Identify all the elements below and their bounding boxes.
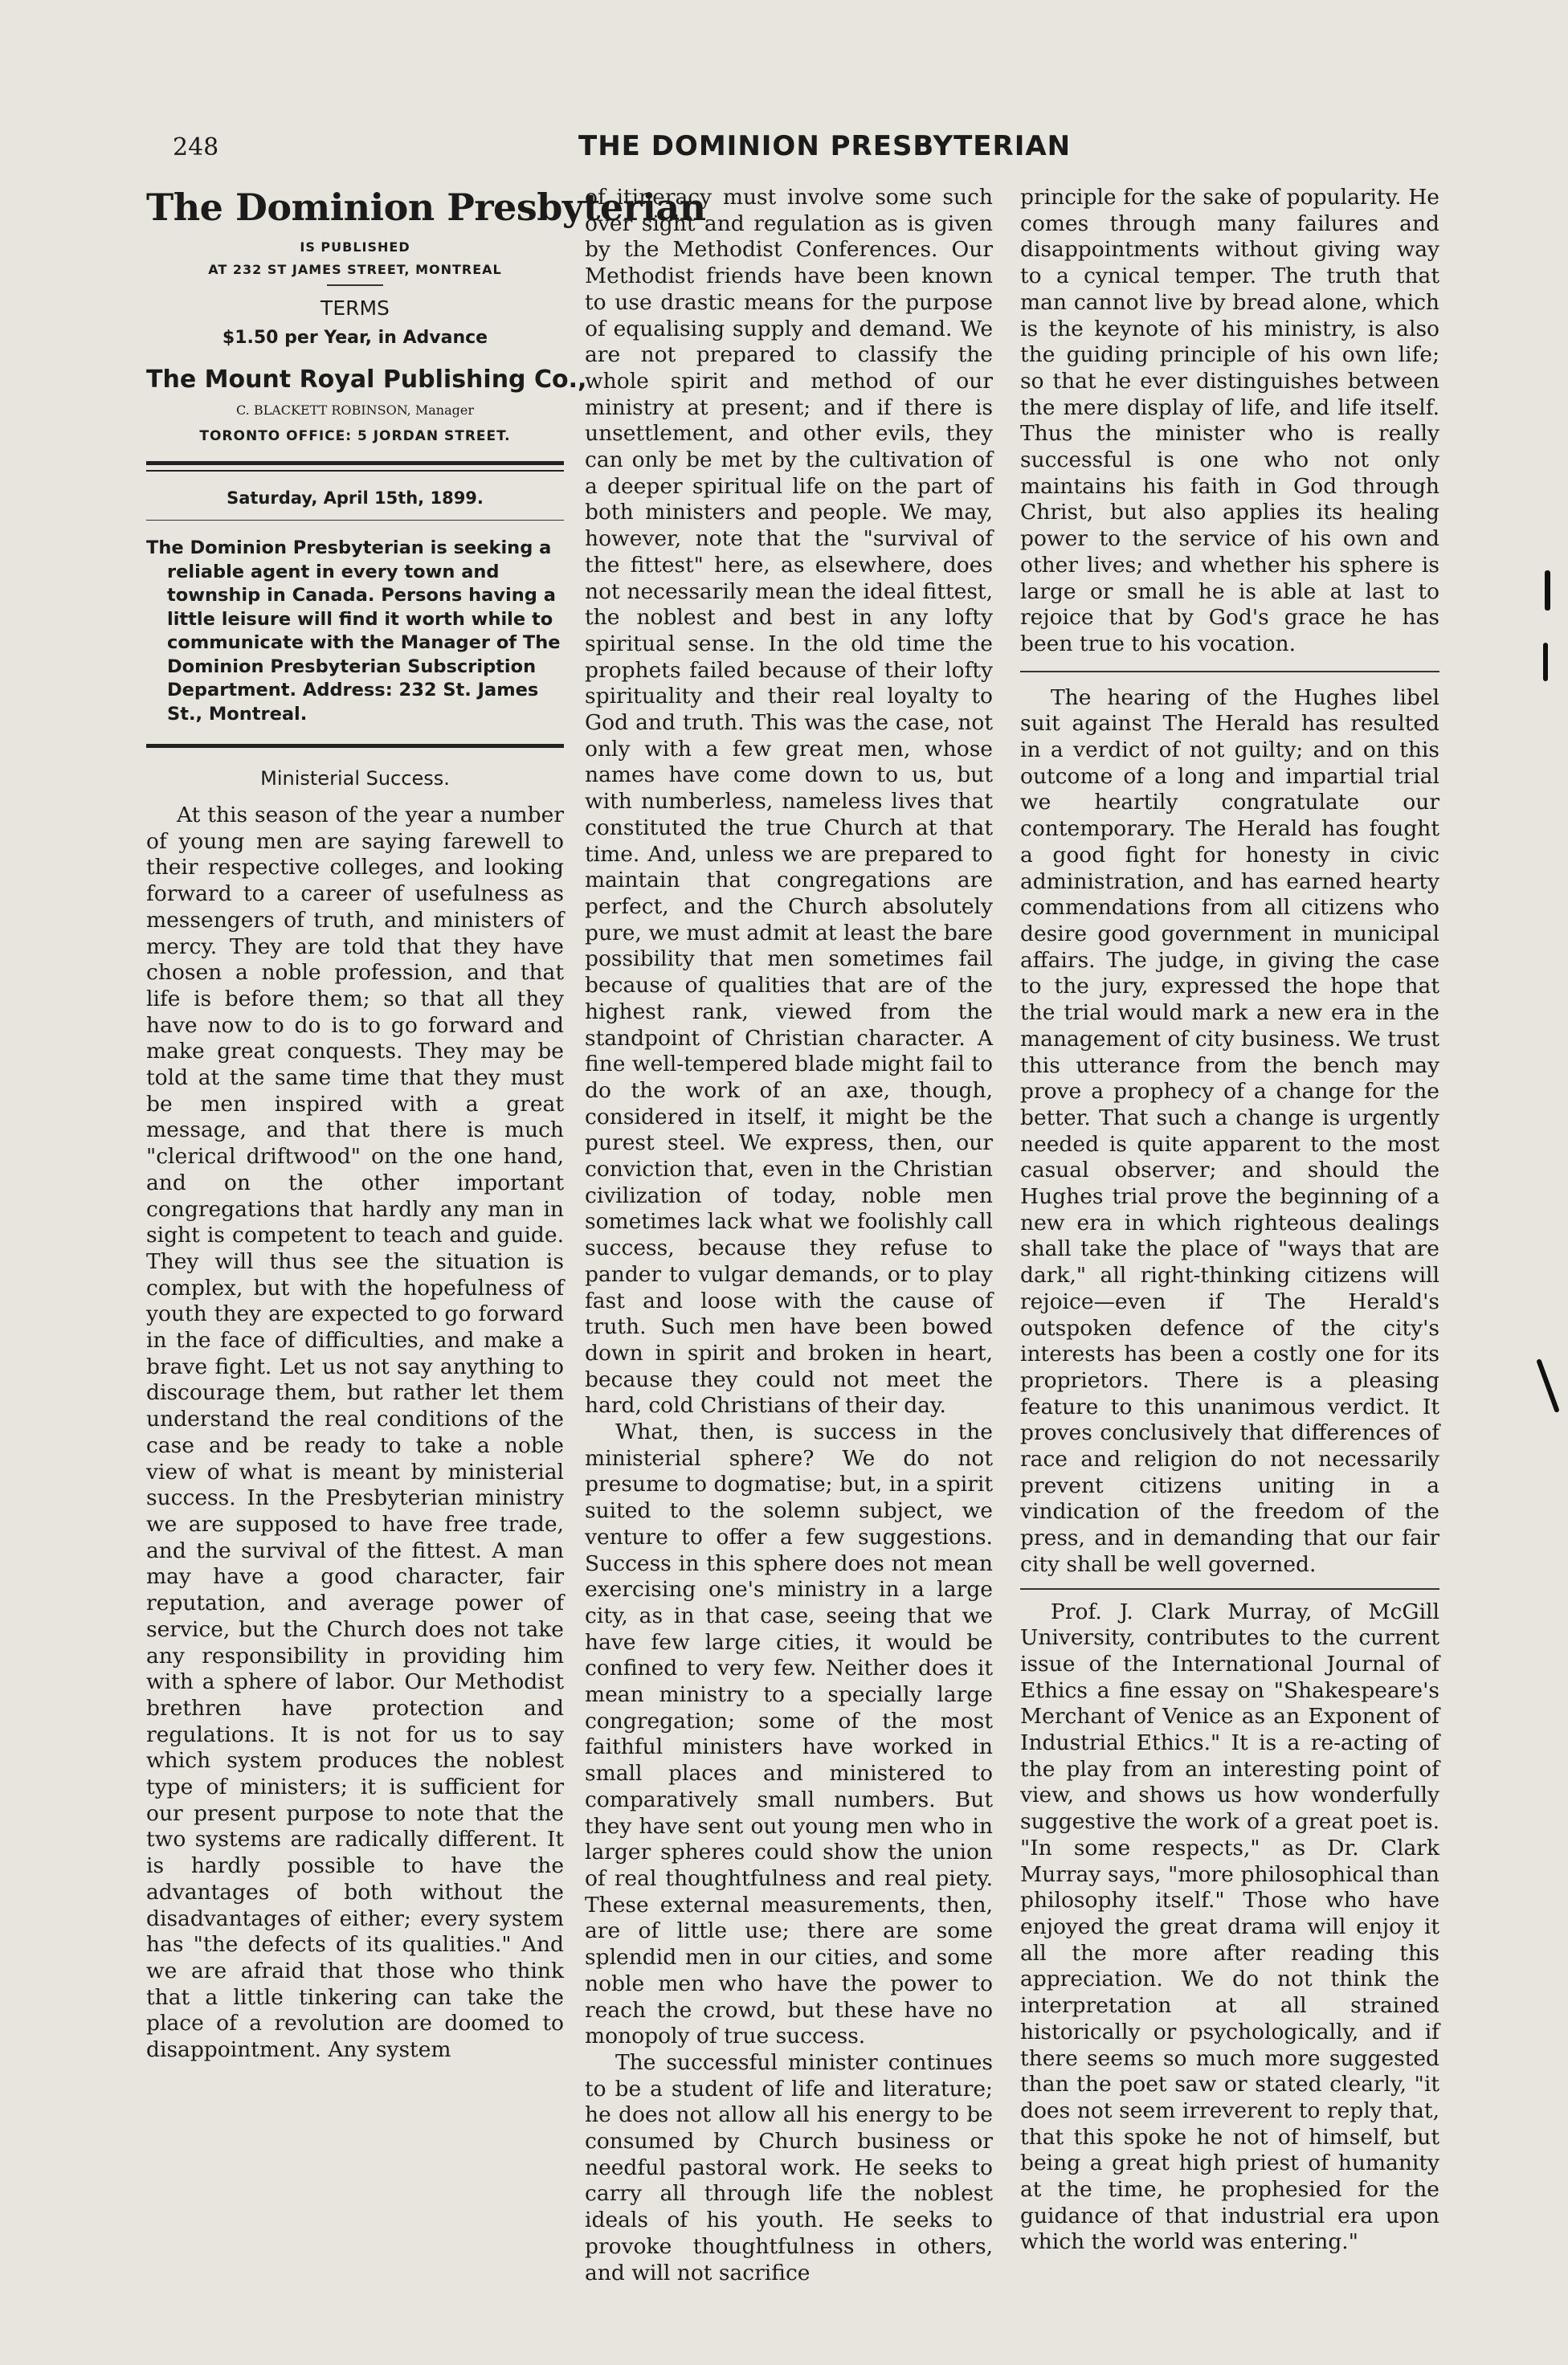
scan-mark [1543, 643, 1548, 681]
article-paragraph: At this season of the year a number of young men are saying farewell to their respective colleges, and looking forward to a career of usefulness as messengers of truth, and ministers of mercy. They are told that they have chosen a noble profession, and that life is before them; so that all they have now to do is to go forward and make great conquests. They may be told at the same time that they must be men inspired with a great message, and that there is much "clerical driftwood" on the one hand, and on the other important congregations that hardly any man in sight is competent to teach and guide. They will thus see the situation is complex, but with the hopefulness of youth they are expected to go forward in the face of difficulties, and make a brave fight. Let us not say anything to discourage them, but rather let them understand the real conditions of the case and be ready to take a noble view of what is meant by ministerial success. In the Presbyterian ministry we are supposed to have free trade, and the survival of the fittest. A man may have a good character, fair reputation, and average power of service, but the Church does not take any responsibility in providing him with a sphere of labor. Our Methodist brethren have protection and regulations. It is not for us to say which system produces the noblest type of ministers; it is sufficient for our present purpose to note that the two systems are radically different. It is hardly possible to have the advantages of both without the disadvantages of either; every system has "the defects of its qualities." And we are afraid that those who think that a little tinkering can take the place of a revolution are doomed to disappointment. Any system [146, 803, 564, 2063]
column-2 [585, 185, 993, 2286]
divider [327, 284, 383, 286]
divider [1020, 1588, 1439, 1590]
toronto-office: TORONTO OFFICE: 5 JORDAN STREET. [199, 428, 511, 444]
murray-article: Prof. J. Clark Murray, of McGill University, contributes to the current issue of the International Journal of Ethics a fine essay on "Shakespeare's Merchant of Venice as an Exponent of Industrial Ethics." It is a re-acting of the play from an interesting point of view, and shows us how wonderfully suggestive the work of a great poet is. "In some respects," as Dr. Clark Murray says, "more philosophical than philosophy itself." Those who have enjoyed the great drama will enjoy it all the more after reading this appreciation. We do not think the interpretation at all strained historically or psychologically, and if there seems so much more suggested than the poet saw or stated clearly, "it does not seem irreverent to reply that, that this spoke he not of himself, but being a great high priest of humanity at the time, he prophesied for the guidance of that industrial era upon which the world was entering." [1020, 1599, 1439, 2255]
divider [146, 744, 564, 748]
agent-notice [146, 537, 564, 726]
masthead-title: The Dominion Presbyterian [146, 186, 706, 229]
article-paragraph: What, then, is success in the ministerial sphere? We do not presume to dogmatise; but, in a spirit suited to the solemn subject, we venture to offer a few suggestions. Success in this sphere does not mean exercising one's ministry in a large city, as in that case, seeing that we have few large cities, it would be confined to very few. Neither does it mean ministry to a specially large congregation; some of the most faithful ministers have worked in small places and ministered to comparatively small numbers. But they have sent out young men who in larger spheres could show the union of real thoughtfulness and real piety. These external measurements, then, are of little use; there are some splendid men in our cities, and some noble men who have the power to reach the crowd, but these have no monopoly of true success. [585, 1419, 993, 2049]
publisher-name: The Mount Royal Publishing Co., [146, 366, 587, 394]
article-paragraph-continued: of itineracy must involve some such over sight and regulation as is given by the Methodist Conferences. Our Methodist friends have been known to use drastic means for the purpose of equalising supply and demand. We are not prepared to classify the whole spirit and method of our ministry at present; and if there is unsettlement, and other evils, they can only be met by the cultivation of a deeper spiritual life on the part of both ministers and people. We may, however, note that the "survival of the fittest" here, as elsewhere, does not necessarily mean the ideal fittest, the noblest and best in any lofty spiritual sense. In the old time the prophets failed because of their lofty spirituality and their real loyalty to God and truth. This was the case, not only with a few great men, whose names have come down to us, but with numberless, nameless lives that constituted the true Church at that time. And, unless we are prepared to maintain that congregations are perfect, and the Church absolutely pure, we must admit at least the bare possibility that men sometimes fail because of qualities that are of the highest rank, viewed from the standpoint of Christian character. A fine well-tempered blade might fail to do the work of an axe, though, considered in itself, it might be the purest steel. We express, then, our conviction that, even in the Christian civilization of today, noble men sometimes lack what we foolishly call success, because they refuse to pander to vulgar demands, or to play fast and loose with the cause of truth. Such men have been bowed down in spirit and broken in heart, because they could not meet the hard, cold Christians of their day. [585, 185, 993, 1419]
agent-notice-text: The Dominion Presbyterian is seeking a reliable agent in every town and township in Canada. Persons having a little leisure will find it worth while to communicate with the Manager of The Dominion Presbyterian Subscription Department. Address: 232 St. James St., Montreal. [146, 537, 561, 725]
article-paragraph: The successful minister continues to be a student of life and literature; he does not allow all his energy to be consumed by Church business or needful pastoral work. He seeks to carry all through life the noblest ideals of his youth. He seeks to provoke thoughtfulness in others, and will not sacrifice [585, 2049, 993, 2285]
scan-mark [1545, 570, 1550, 611]
herald-article: The hearing of the Hughes libel suit against The Herald has resulted in a verdict of not guilty; and on this outcome of a long and impartial trial we heartily congratulate our contemporary. The Herald has fought a good fight for honesty in civic administration, and has earned hearty commendations from all citizens who desire good government in municipal affairs. The judge, in giving the case to the jury, expressed the hope that the trial would mark a new era in the management of city business. We trust this utterance from the bench may prove a prophecy of a change for the better. That such a change is urgently needed is quite apparent to the most casual observer; and should the Hughes trial prove the beginning of a new era in which righteous dealings shall take the place of "ways that are dark," all right-thinking citizens will rejoice—even if The Herald's outspoken defence of the city's interests has been a costly one for its proprietors. There is a pleasing feature to this unanimous verdict. It proves conclusively that differences of race and religion do not necessarily prevent citizens uniting in a vindication of the freedom of the press, and in demanding that our fair city shall be well governed. [1020, 684, 1439, 1577]
divider [1020, 671, 1439, 672]
divider [146, 461, 564, 465]
column-1 [146, 185, 706, 2064]
issue-date: Saturday, April 15th, 1899. [227, 488, 484, 508]
column-3 [1020, 185, 1439, 2256]
article-title: Ministerial Success. [260, 767, 450, 790]
manager-line: C. BLACKETT ROBINSON, Manager [236, 402, 474, 418]
divider [146, 520, 564, 521]
scan-mark [1536, 1358, 1560, 1413]
article-paragraph-continued: principle for the sake of popularity. He comes through many failures and disappointments without giving way to a cynical temper. The truth that man cannot live by bread alone, which is the keynote of his ministry, is also the guiding principle of his own life; so that he ever distinguishes between the mere display of life, and life itself. Thus the minister who is really successful is one who not only maintains his faith in God through Christ, but also applies its healing power to the service of his own and other lives; and whether his sphere is large or small he is able at last to rejoice that by God's grace he has been true to his vocation. [1020, 185, 1439, 656]
page-number: 248 [173, 133, 219, 161]
terms-price: $1.50 per Year, in Advance [222, 328, 488, 348]
masthead-address: AT 232 ST JAMES STREET, MONTREAL [208, 262, 502, 277]
masthead-published: IS PUBLISHED [300, 239, 410, 255]
divider [146, 470, 564, 472]
page-header [173, 130, 1072, 170]
running-title: THE DOMINION PRESBYTERIAN [578, 130, 1072, 162]
terms-heading: TERMS [321, 296, 390, 320]
